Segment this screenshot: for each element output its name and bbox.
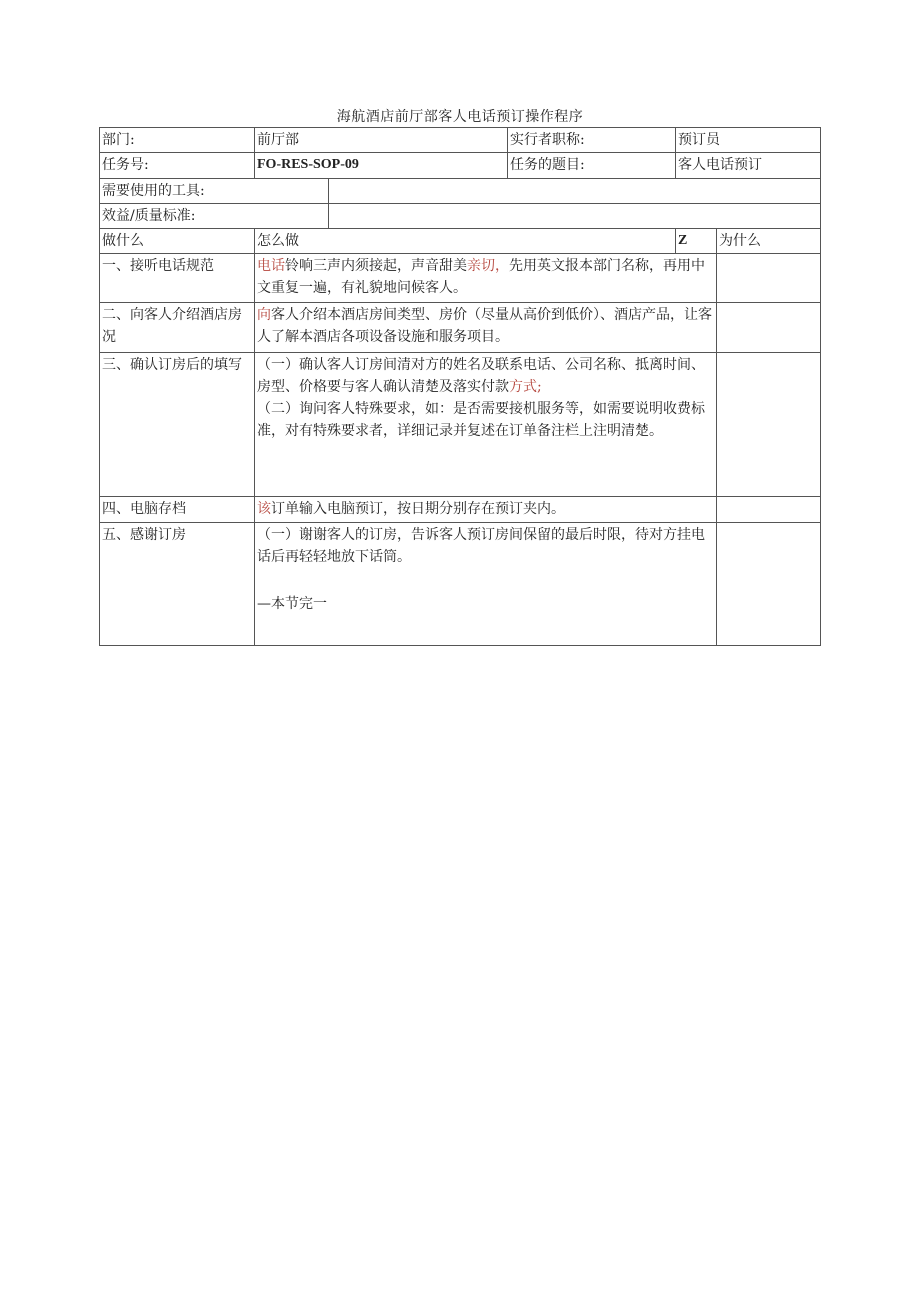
table-row bbox=[100, 254, 821, 303]
step-how bbox=[255, 523, 717, 646]
step-how bbox=[255, 303, 717, 353]
task-no-label: 任务号: bbox=[100, 153, 255, 179]
step-why bbox=[717, 254, 821, 303]
step-what: 五、感谢订房 bbox=[100, 523, 255, 646]
sop-table bbox=[99, 127, 821, 646]
step-what: 一、接听电话规范 bbox=[100, 254, 255, 303]
header-row-tools bbox=[100, 179, 821, 204]
column-header-why: 为什么 bbox=[717, 229, 821, 254]
role-value: 预订员 bbox=[676, 128, 821, 153]
highlight-text: 电话 bbox=[257, 258, 285, 274]
dept-value: 前厅部 bbox=[255, 128, 508, 153]
spacer bbox=[257, 568, 714, 593]
table-row bbox=[100, 523, 821, 646]
standard-value bbox=[329, 204, 821, 229]
table-row bbox=[100, 303, 821, 353]
step-how-text: （一）确认客人订房间清对方的姓名及联系电话、公司名称、抵离时间、房型、价格要与客人确认清楚及落实付款 bbox=[257, 357, 705, 395]
header-row-dept bbox=[100, 128, 821, 153]
step-how-text: 客人介绍本酒店房间类型、房价（尽量从高价到低价）、酒店产品，让客人了解本酒店各项设备设施和服务项目。 bbox=[257, 307, 712, 345]
step-why bbox=[717, 497, 821, 523]
end-of-section: —本节完一 bbox=[257, 596, 327, 612]
column-header-row bbox=[100, 229, 821, 254]
step-how-paragraph bbox=[257, 354, 714, 398]
step-how-text: 铃响三声内须接起，声音甜美 bbox=[285, 258, 467, 274]
step-what: 二、向客人介绍酒店房况 bbox=[100, 303, 255, 353]
column-header-how: 怎么做 bbox=[255, 229, 676, 254]
highlight-text: 该 bbox=[257, 501, 271, 517]
dept-label: 部门: bbox=[100, 128, 255, 153]
step-how-paragraph: （一）谢谢客人的订房，告诉客人预订房间保留的最后时限，待对方挂电话后再轻轻地放下话筒。 bbox=[257, 527, 705, 565]
table-row bbox=[100, 497, 821, 523]
highlight-text: 方式; bbox=[509, 379, 542, 395]
tools-value bbox=[329, 179, 821, 204]
step-what: 四、电脑存档 bbox=[100, 497, 255, 523]
role-label: 实行者职称: bbox=[508, 128, 676, 153]
header-row-standard bbox=[100, 204, 821, 229]
column-header-z: Z bbox=[676, 229, 717, 254]
step-why bbox=[717, 353, 821, 497]
step-how-paragraph: （二）询问客人特殊要求，如：是否需要接机服务等，如需要说明收费标准，对有特殊要求者，详细记录并复述在订单备注栏上注明清楚。 bbox=[257, 401, 705, 439]
step-how bbox=[255, 353, 717, 497]
topic-label: 任务的题目: bbox=[508, 153, 676, 179]
column-header-what: 做什么 bbox=[100, 229, 255, 254]
step-what: 三、确认订房后的填写 bbox=[100, 353, 255, 497]
tools-label: 需要使用的工具: bbox=[100, 179, 329, 204]
table-row bbox=[100, 353, 821, 497]
topic-value: 客人电话预订 bbox=[676, 153, 821, 179]
header-row-task bbox=[100, 153, 821, 179]
task-no-value: FO-RES-SOP-09 bbox=[255, 153, 508, 179]
highlight-text: 向 bbox=[257, 307, 271, 323]
step-how bbox=[255, 254, 717, 303]
step-why bbox=[717, 303, 821, 353]
step-how bbox=[255, 497, 717, 523]
document-title: 海航酒店前厅部客人电话预订操作程序 bbox=[336, 109, 584, 125]
step-how-text: 订单输入电脑预订，按日期分别存在预订夹内。 bbox=[271, 501, 565, 517]
highlight-text: 亲切， bbox=[467, 258, 509, 274]
step-why bbox=[717, 523, 821, 646]
standard-label: 效益/质量标准: bbox=[100, 204, 329, 229]
step-how-text: 先用英文报本部门名称，再用中文重复一遍，有礼貌地问候客人。 bbox=[257, 258, 705, 296]
